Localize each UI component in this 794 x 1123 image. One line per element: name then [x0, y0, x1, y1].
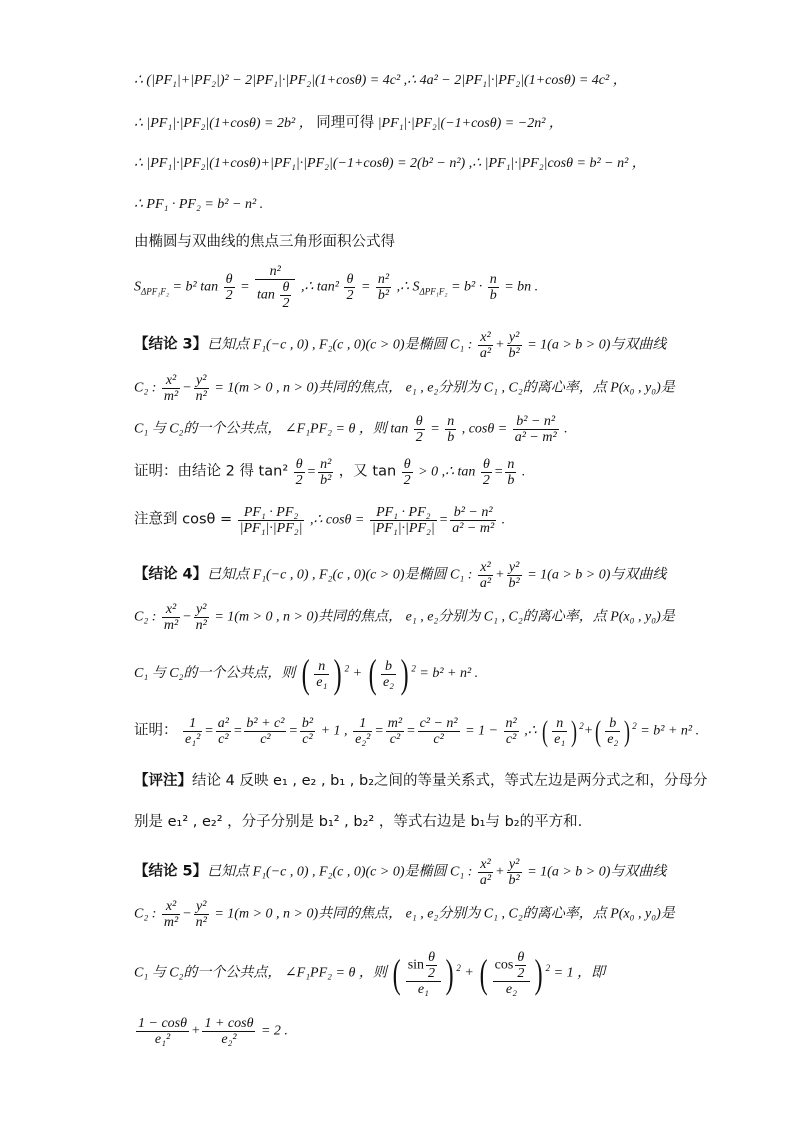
conclusion-4-heading: 【结论 4】 — [134, 566, 208, 583]
proof-3-line-2: 注意到 cosθ = $\frac{\text{PF₁ · PF₂}}{\text{|PF₁|·|PF₂|}}$ ,∴ cosθ = $\frac{\text{PF₁ · PF₂}}{\text{|PF₁|·|PF₂|}}$ = $\frac{\text{b² − n²}}{\text{a² − m²}}$ . — [134, 505, 506, 536]
equation-area: $S_{\Delta PF_1F_2} = b^2$ tan $\frac{\theta}{2}$ = n² tan $\frac{\theta}{2}$ ,∴ tan² $\frac{\theta}{2}$ = $\frac{\text{n²}}{\text{b²}}$ ,∴ $S_{\Delta PF_1F_2} = b^2$ · $\frac{n}{b}$ = bn . — [134, 264, 539, 311]
comment-heading: 【评注】 — [134, 773, 192, 789]
proof-4-line: 证明： $\frac{1}{\text{e₁²}}$ = $\frac{\text{a²}}{\text{c²}}$ = $\frac{\text{b² + c²}}{\text{c²}}$ = $\frac{\text{b²}}{\text{c²}}$ + 1 , $\frac{1}{\text{e₂²}}$ = $\frac{\text{m²}}{\text{c²}}$ = $\frac{\text{c² − n²}}{\text{c²}}$ = 1 − $\frac{\text{n²}}{\text{c²}}$ ,∴ ( $\frac{n}{\text{e₁}}$ ) $^2$+( $\frac{b}{\text{e₂}}$ ) $^2$ = b² + n² . — [134, 714, 700, 748]
comment-line-1: 【评注】结论 4 反映 e₁ , e₂ , b₁ , b₂之间的等量关系式，等式左边是两分式之和，分母分 — [134, 773, 708, 789]
conclusion-5-heading: 【结论 5】 — [134, 863, 208, 880]
equation-text: ∴ (|PF₁|+|PF₂|)² − 2|PF₁|·|PF₂|(1+cosθ) = 4c² ,∴ 4a² − 2|PF₁|·|PF₂|(1+cosθ) = 4c² ， — [134, 73, 627, 88]
conclusion-5-line-4: $\frac{1 - \cos\theta}{\text{e₁²}}$ + $\frac{1 + \cos\theta}{\text{e₂²}}$ = 2 . — [138, 1016, 288, 1047]
comment-line-2: 别是 e₁² , e₂² ，分子分别是 b₁² , b₂² ，等式右边是 b₁与 b₂的平方和. — [134, 814, 583, 830]
equation-text: |PF₁|·|PF₂|(−1+cosθ) = −2n² ， — [377, 116, 563, 131]
text-similarly: 同理可得 — [316, 115, 375, 131]
equation-text: ∴ |PF₁|·|PF₂|(1+cosθ) = 2b² ， — [134, 116, 313, 131]
conclusion-4-line-3: C₁ 与 C₂的一个公共点，则 ( $\frac{n}{\text{e₁}}$ ) $^2$ + ( $\frac{b}{\text{e₂}}$ ) $^2$ = b² + n² . — [134, 651, 479, 696]
paragraph-area-formula — [134, 233, 395, 251]
conclusion-5-line-3: C₁ 与 C₂的一个公共点， ∠F₁PF₂ = θ ，则 ( sin $\frac{\theta}{2}$ e₁ ) $^2$ + ( cos $\frac{\theta}{2}$ e₂ ) $^2$ = 1 ，即 — [134, 950, 606, 997]
conclusion-3-line-3: C₁ 与 C₂的一个公共点， ∠F₁PF₂ = θ ，则 tan $\frac{\theta}{2}$ = $\frac{n}{b}$ , cosθ = $\frac{\text{b² − n²}}{\text{a² − m²}}$ . — [134, 414, 568, 445]
equation-line-4 — [134, 196, 263, 214]
conclusion-5-line-2: C₂ : $\frac{\text{x²}}{\text{m²}}$ − $\frac{\text{y²}}{\text{n²}}$ = 1(m > 0 , n > 0)共同的焦点， e₁ , e₂分别为 C₁ , C₂的离心率，点 P(x₀ , y₀)是 — [134, 899, 675, 930]
paragraph-text: 由椭圆与双曲线的焦点三角形面积公式得 — [134, 234, 395, 250]
conclusion-3-line-1: 【结论 3】已知点 F₁(−c , 0) , F₂(c , 0)(c > 0)是椭圆 C₁ : $\frac{\text{x²}}{\text{a²}}$ + $\frac{\text{y²}}{\text{b²}}$ = 1(a > b > 0)与双曲线 — [134, 330, 667, 361]
equation-line-3 — [134, 155, 646, 173]
conclusion-4-line-2: C₂ : $\frac{\text{x²}}{\text{m²}}$ − $\frac{\text{y²}}{\text{n²}}$ = 1(m > 0 , n > 0)共同的焦点， e₁ , e₂分别为 C₁ , C₂的离心率，点 P(x₀ , y₀)是 — [134, 602, 675, 633]
vector-dot-equation: ∴ PF₁ · PF₂ = b² − n² . — [134, 197, 264, 212]
equation-line-1 — [134, 72, 627, 90]
equation-line-2 — [134, 114, 563, 133]
equation-text: ∴ |PF₁|·|PF₂|(1+cosθ)+|PF₁|·|PF₂|(−1+cosθ) = 2(b² − n²) ,∴ |PF₁|·|PF₂|cosθ = b² − n² ， — [134, 156, 646, 171]
conclusion-4-line-1: 【结论 4】已知点 F₁(−c , 0) , F₂(c , 0)(c > 0)是椭圆 C₁ : $\frac{\text{x²}}{\text{a²}}$ + $\frac{\text{y²}}{\text{b²}}$ = 1(a > b > 0)与双曲线 — [134, 560, 667, 591]
proof-3-line-1: 证明：由结论 2 得 tan² $\frac{\theta}{2}$ = $\frac{\text{n²}}{\text{b²}}$ ，又 tan $\frac{\theta}{2}$ > 0 ,∴ tan $\frac{\theta}{2}$ = $\frac{n}{b}$ . — [134, 457, 526, 488]
conclusion-3-line-2: C₂ : $\frac{\text{x²}}{\text{m²}}$ − $\frac{\text{y²}}{\text{n²}}$ = 1(m > 0 , n > 0)共同的焦点， e₁ , e₂分别为 C₁ , C₂的离心率，点 P(x₀ , y₀)是 — [134, 373, 675, 404]
conclusion-5-line-1: 【结论 5】已知点 F₁(−c , 0) , F₂(c , 0)(c > 0)是椭圆 C₁ : $\frac{\text{x²}}{\text{a²}}$ + $\frac{\text{y²}}{\text{b²}}$ = 1(a > b > 0)与双曲线 — [134, 857, 667, 888]
conclusion-3-heading: 【结论 3】 — [134, 336, 208, 353]
